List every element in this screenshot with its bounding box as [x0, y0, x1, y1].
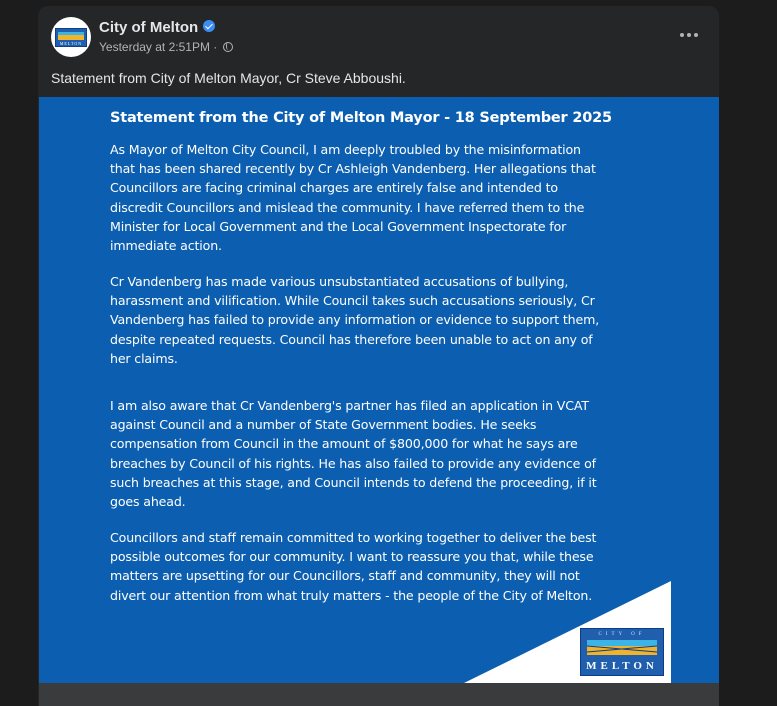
post-meta [99, 40, 233, 54]
statement-paragraph-4 [110, 528, 650, 605]
statement-paragraph-3 [110, 396, 650, 511]
paragraph-line: Councillors and staff remain committed to working together to deliver the best [110, 530, 597, 545]
paragraph-line: Cr Vandenberg has made various unsubstantiated accusations of bullying, [110, 274, 569, 289]
logo-top-text: CITY OF [598, 632, 646, 637]
paragraph-line: As Mayor of Melton City Council, I am deeply troubled by the misinformation [110, 142, 581, 157]
post-caption: Statement from City of Melton Mayor, Cr Steve Abboushi. [51, 70, 406, 86]
post-timestamp[interactable]: Yesterday at 2:51PM [99, 40, 210, 54]
paragraph-line: goes ahead. [110, 494, 186, 510]
page-name-link[interactable]: City of Melton [99, 19, 199, 36]
paragraph-line: Vandenberg has failed to provide any information or evidence to support them, [110, 312, 600, 328]
paragraph-line: that has been shared recently by Cr Ashleigh Vandenberg. Her allegations that [110, 161, 596, 177]
ellipsis-dot [694, 33, 698, 37]
paragraph-line: breaches by Council of his rights. He has also failed to provide any evidence of [110, 455, 596, 471]
paragraph-line: I am also aware that Cr Vandenberg's partner has filed an application in VCAT [110, 398, 589, 413]
statement-title: Statement from the City of Melton Mayor - 18 September 2025 [110, 110, 612, 126]
paragraph-line: immediate action. [110, 238, 222, 254]
page-name-row [99, 19, 215, 36]
post-footer-bar [39, 683, 719, 706]
paragraph-line: possible outcomes for our community. I want to reassure you that, while these [110, 549, 594, 565]
post-card [38, 6, 719, 706]
paragraph-line: despite repeated requests. Council has therefore been unable to act on any of [110, 331, 593, 347]
melton-logo-icon: MELTON [55, 28, 87, 47]
meta-separator: · [209, 40, 221, 54]
paragraph-line: matters are upsetting for our Councillors, staff and community, they will not [110, 568, 580, 584]
statement-paragraph-1 [110, 140, 650, 255]
ellipsis-icon [680, 33, 684, 37]
paragraph-line: harassment and vilification. While Council takes such accusations seriously, Cr [110, 293, 595, 309]
globe-icon[interactable] [223, 42, 233, 52]
post-image[interactable] [39, 97, 719, 683]
city-of-melton-logo [580, 628, 664, 676]
post-header [38, 6, 719, 66]
paragraph-line: against Council and a number of State Government bodies. He seeks [110, 417, 537, 433]
paragraph-line: divert our attention from what truly matters - the people of the City of Melton. [110, 587, 593, 603]
paragraph-line: Minister for Local Government and the Local Government Inspectorate for [110, 218, 567, 234]
paragraph-line: her claims. [110, 350, 178, 366]
ellipsis-dot [687, 33, 691, 37]
paragraph-line: such breaches at this stage, and Council intends to defend the proceeding, if it [110, 474, 597, 490]
verified-badge-icon [203, 20, 215, 32]
paragraph-line: compensation from Council in the amount of $800,000 for what he says are [110, 436, 578, 452]
statement-paragraph-2 [110, 272, 650, 368]
paragraph-line: Councillors are facing criminal charges are entirely false and intended to [110, 180, 558, 196]
paragraph-line: discredit Councillors and mislead the community. I have referred them to the [110, 199, 585, 215]
logo-cross-lines-icon [587, 644, 657, 654]
more-options-button[interactable] [679, 30, 699, 40]
page-avatar[interactable] [51, 17, 91, 57]
logo-name: MELTON [586, 660, 658, 672]
